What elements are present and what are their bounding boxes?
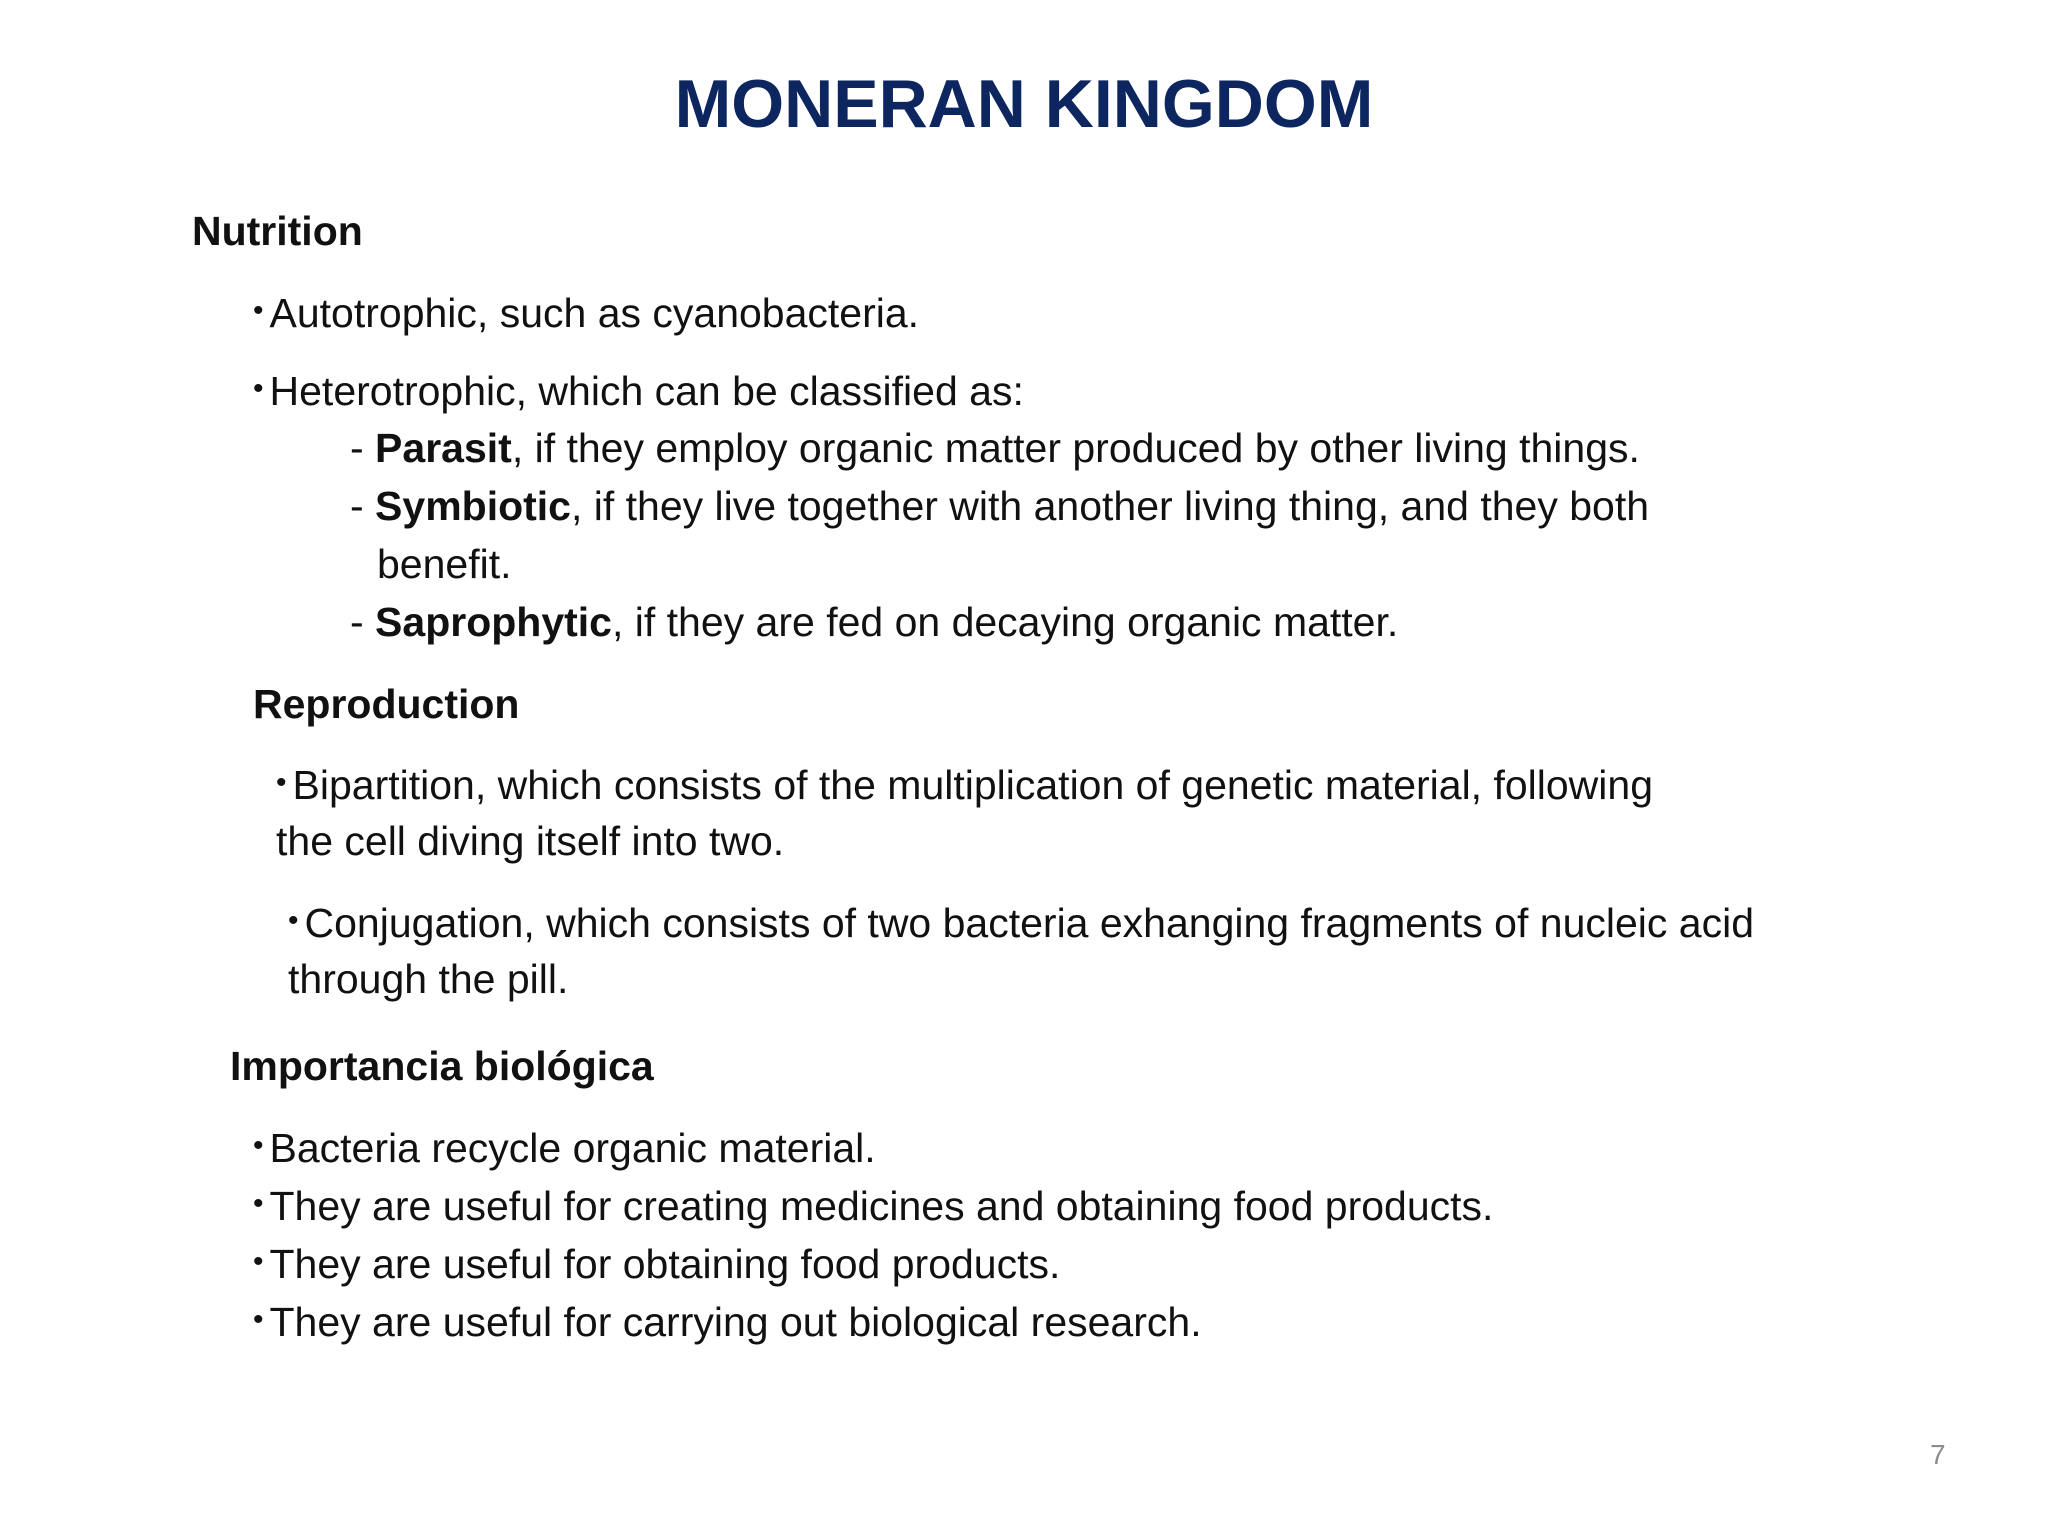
importance-bullet: • They are useful for carrying out biological research.	[253, 1299, 1202, 1345]
term-saprophytic: Saprophytic	[375, 599, 612, 645]
reproduction-heading: Reproduction	[253, 681, 520, 727]
bullet-icon: •	[253, 294, 264, 327]
reproduction-bipartition-line2: the cell diving itself into two.	[276, 818, 785, 864]
reproduction-conjugation-line2: through the pill.	[288, 956, 569, 1002]
nutrition-heading: Nutrition	[192, 208, 363, 254]
page-number: 7	[1930, 1439, 1946, 1470]
heterotroph-type-symbiotic-continuation: benefit.	[377, 541, 512, 587]
heterotroph-type-symbiotic: - Symbiotic, if they live together with another living thing, and they both	[350, 483, 1650, 529]
importance-bullet: • Bacteria recycle organic material.	[253, 1125, 876, 1171]
bullet-icon: •	[253, 1129, 264, 1162]
importance-bullet: • They are useful for obtaining food products.	[253, 1241, 1061, 1287]
nutrition-bullet-autotrophic: • Autotrophic, such as cyanobacteria.	[253, 290, 920, 336]
bullet-icon: •	[253, 372, 264, 405]
importance-bullet: • They are useful for creating medicines and obtaining food products.	[253, 1183, 1494, 1229]
bullet-icon: •	[276, 766, 287, 799]
bullet-icon: •	[253, 1187, 264, 1220]
term-parasit: Parasit	[375, 425, 512, 471]
reproduction-bipartition-line1: • Bipartition, which consists of the multiplication of genetic material, following	[276, 762, 1654, 808]
importance-heading: Importancia biológica	[230, 1043, 654, 1089]
slide-title: MONERAN KINGDOM	[674, 66, 1374, 142]
bullet-icon: •	[253, 1303, 264, 1336]
term-symbiotic: Symbiotic	[375, 483, 571, 529]
nutrition-bullet-heterotrophic: • Heterotrophic, which can be classified as:	[253, 368, 1024, 414]
heterotroph-type-parasit: - Parasit, if they employ organic matter produced by other living things.	[350, 425, 1640, 471]
reproduction-conjugation-line1: • Conjugation, which consists of two bacteria exhanging fragments of nucleic acid	[288, 900, 1754, 946]
heterotroph-type-saprophytic: - Saprophytic, if they are fed on decaying organic matter.	[350, 599, 1399, 645]
bullet-icon: •	[288, 904, 299, 937]
bullet-icon: •	[253, 1245, 264, 1278]
